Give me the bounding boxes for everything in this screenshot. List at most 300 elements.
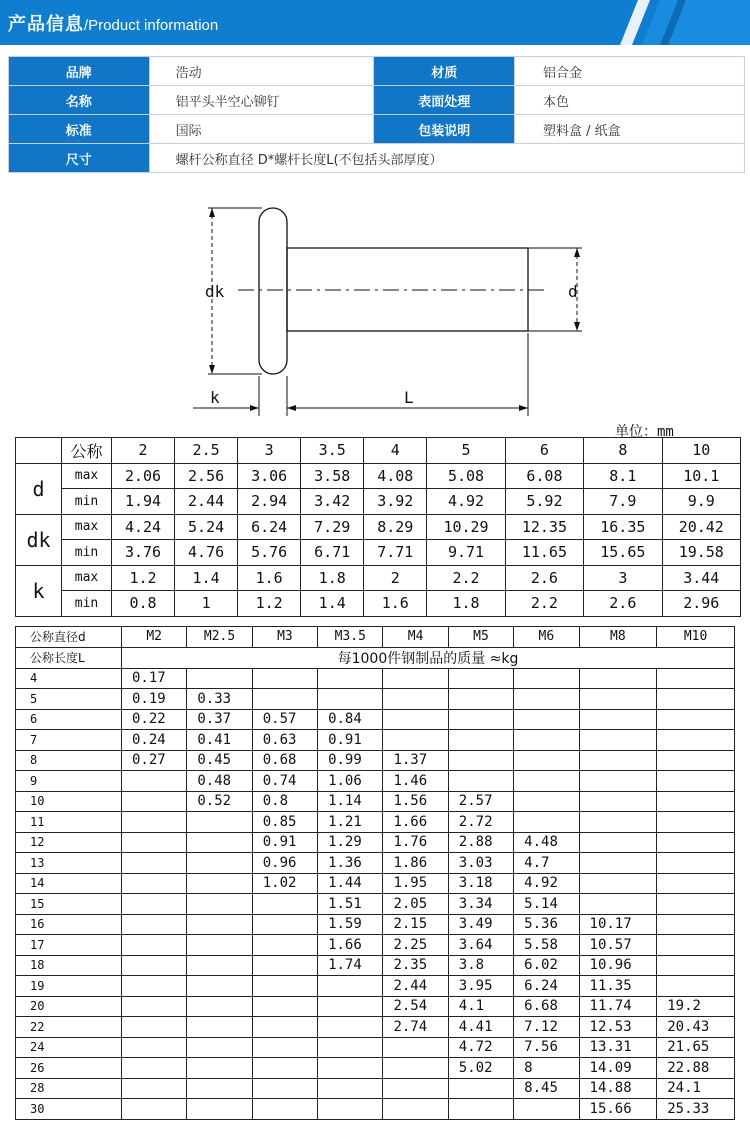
weight-row xyxy=(16,1037,735,1058)
unit-label: 单位：mm xyxy=(615,424,674,440)
weight-value: 3.95 xyxy=(448,976,513,997)
dim-value: 12.35 xyxy=(505,514,583,540)
weight-value xyxy=(383,689,448,710)
weight-value: 13.31 xyxy=(579,1037,657,1058)
weight-value xyxy=(514,730,579,751)
weight-value xyxy=(252,1078,317,1099)
info-label: 品牌 xyxy=(9,57,150,86)
weight-value: 0.8 xyxy=(252,791,317,812)
weight-value xyxy=(657,976,735,997)
dim-value: 2.96 xyxy=(662,591,740,617)
dim-value: 19.58 xyxy=(662,540,740,566)
weight-value: 1.74 xyxy=(318,955,383,976)
weight-value xyxy=(514,771,579,792)
weight-value xyxy=(657,750,735,771)
weight-value: 1.56 xyxy=(383,791,448,812)
weight-value: 0.68 xyxy=(252,750,317,771)
weight-value: 0.74 xyxy=(252,771,317,792)
weight-value: 0.45 xyxy=(187,750,252,771)
weight-value xyxy=(514,750,579,771)
weight-value xyxy=(122,1037,187,1058)
dim-sub-label: max xyxy=(62,565,112,591)
weight-value: 1.86 xyxy=(383,853,448,874)
weight-row xyxy=(16,894,735,915)
weight-value xyxy=(187,914,252,935)
weight-value: 2.25 xyxy=(383,935,448,956)
weight-length: 12 xyxy=(16,832,122,853)
weight-length: 9 xyxy=(16,771,122,792)
weight-value xyxy=(318,689,383,710)
weight-row xyxy=(16,853,735,874)
weight-value xyxy=(318,1058,383,1079)
dim-value: 1.94 xyxy=(112,489,175,515)
weight-value: 8 xyxy=(514,1058,579,1079)
dim-value: 11.65 xyxy=(505,540,583,566)
dim-sub-label: min xyxy=(62,591,112,617)
weight-value xyxy=(579,791,657,812)
weight-value: 14.88 xyxy=(579,1078,657,1099)
weight-value: 1.59 xyxy=(318,914,383,935)
weight-value: 0.99 xyxy=(318,750,383,771)
weight-size-header: M5 xyxy=(448,627,513,648)
weight-length: 11 xyxy=(16,812,122,833)
dim-row xyxy=(16,514,741,540)
dim-sub-label: max xyxy=(62,463,112,489)
weight-value: 0.91 xyxy=(318,730,383,751)
weight-value xyxy=(383,1078,448,1099)
weight-value xyxy=(318,668,383,689)
weight-value: 1.06 xyxy=(318,771,383,792)
dim-value: 9.9 xyxy=(662,489,740,515)
weight-value xyxy=(318,1017,383,1038)
dim-value: 8.1 xyxy=(584,463,662,489)
weight-value xyxy=(657,832,735,853)
dim-row xyxy=(16,591,741,617)
weight-size-header: M6 xyxy=(514,627,579,648)
weight-value xyxy=(383,730,448,751)
weight-value: 1.29 xyxy=(318,832,383,853)
weight-row xyxy=(16,1078,735,1099)
weight-value: 2.54 xyxy=(383,996,448,1017)
info-row xyxy=(9,115,745,144)
weight-value: 0.48 xyxy=(187,771,252,792)
weight-value xyxy=(187,832,252,853)
dim-value: 1.2 xyxy=(238,591,301,617)
weight-value: 22.88 xyxy=(657,1058,735,1079)
weight-value: 3.03 xyxy=(448,853,513,874)
weight-value xyxy=(383,1058,448,1079)
info-value-size: 螺杆公称直径 D*螺杆长度L(不包括头部厚度） xyxy=(149,144,744,173)
weight-value: 2.15 xyxy=(383,914,448,935)
weight-value xyxy=(514,709,579,730)
weight-value xyxy=(252,955,317,976)
dim-value: 0.8 xyxy=(112,591,175,617)
weight-value xyxy=(187,1058,252,1079)
weight-length: 14 xyxy=(16,873,122,894)
weight-value: 21.65 xyxy=(657,1037,735,1058)
info-label-size: 尺寸 xyxy=(9,144,150,173)
dim-value: 7.71 xyxy=(364,540,427,566)
weight-value: 7.12 xyxy=(514,1017,579,1038)
weight-value xyxy=(122,771,187,792)
dim-size-header: 4 xyxy=(364,438,427,464)
info-label: 包装说明 xyxy=(374,115,515,144)
weight-value xyxy=(657,709,735,730)
dim-symbol: k xyxy=(16,565,62,616)
weight-length: 22 xyxy=(16,1017,122,1038)
weight-value xyxy=(657,812,735,833)
weight-value xyxy=(448,771,513,792)
dim-value: 4.08 xyxy=(364,463,427,489)
dim-value: 3 xyxy=(584,565,662,591)
weight-row xyxy=(16,1099,735,1120)
dim-value: 7.29 xyxy=(301,514,364,540)
weight-value: 1.37 xyxy=(383,750,448,771)
weight-value: 7.56 xyxy=(514,1037,579,1058)
weight-row xyxy=(16,955,735,976)
dim-value: 2.6 xyxy=(505,565,583,591)
weight-value xyxy=(383,1099,448,1120)
section-header xyxy=(0,0,750,45)
weight-row xyxy=(16,771,735,792)
weight-value xyxy=(187,1078,252,1099)
weight-value: 0.33 xyxy=(187,689,252,710)
section-title-en: /Product information xyxy=(84,17,219,34)
dim-sub-label: min xyxy=(62,540,112,566)
weight-value: 3.34 xyxy=(448,894,513,915)
weight-value: 3.64 xyxy=(448,935,513,956)
weight-value xyxy=(657,771,735,792)
weight-value xyxy=(122,976,187,997)
weight-size-header: M2.5 xyxy=(187,627,252,648)
dim-header-row xyxy=(16,438,741,464)
dim-value: 6.71 xyxy=(301,540,364,566)
dim-value: 6.24 xyxy=(238,514,301,540)
weight-value xyxy=(657,853,735,874)
weight-value xyxy=(122,935,187,956)
dim-value: 16.35 xyxy=(584,514,662,540)
weight-row xyxy=(16,996,735,1017)
dim-value: 2.94 xyxy=(238,489,301,515)
weight-value: 4.41 xyxy=(448,1017,513,1038)
weight-value: 1.02 xyxy=(252,873,317,894)
weight-value xyxy=(657,791,735,812)
weight-value xyxy=(514,689,579,710)
weight-value: 1.14 xyxy=(318,791,383,812)
info-label: 材质 xyxy=(374,57,515,86)
weight-header-row xyxy=(16,627,735,648)
weight-value: 2.57 xyxy=(448,791,513,812)
dim-value: 5.24 xyxy=(175,514,238,540)
weight-header-l: 公称长度L xyxy=(16,647,122,668)
weight-value xyxy=(122,996,187,1017)
weight-length: 30 xyxy=(16,1099,122,1120)
weight-row xyxy=(16,935,735,956)
dim-size-header: 2.5 xyxy=(175,438,238,464)
weight-size-header: M4 xyxy=(383,627,448,648)
dim-value: 3.44 xyxy=(662,565,740,591)
weight-value xyxy=(318,976,383,997)
dim-value: 10.1 xyxy=(662,463,740,489)
weight-value xyxy=(383,668,448,689)
dim-row xyxy=(16,565,741,591)
weight-value xyxy=(657,894,735,915)
weight-value: 6.68 xyxy=(514,996,579,1017)
weight-value: 5.58 xyxy=(514,935,579,956)
info-value: 本色 xyxy=(515,86,745,115)
section-title-cn: 产品信息 xyxy=(8,14,84,35)
weight-value xyxy=(579,894,657,915)
weight-value xyxy=(252,894,317,915)
weight-value: 24.1 xyxy=(657,1078,735,1099)
weight-value xyxy=(657,935,735,956)
dim-size-header: 2 xyxy=(112,438,175,464)
weight-value: 0.19 xyxy=(122,689,187,710)
weight-value: 6.02 xyxy=(514,955,579,976)
info-row xyxy=(9,144,745,173)
weight-value xyxy=(579,771,657,792)
info-value: 国际 xyxy=(149,115,374,144)
dim-value: 3.76 xyxy=(112,540,175,566)
weight-value xyxy=(187,1099,252,1120)
info-value: 铝平头半空心铆钉 xyxy=(149,86,374,115)
weight-value: 15.66 xyxy=(579,1099,657,1120)
weight-value: 0.17 xyxy=(122,668,187,689)
weight-value xyxy=(187,996,252,1017)
weight-value xyxy=(448,730,513,751)
weight-length: 8 xyxy=(16,750,122,771)
weight-value xyxy=(448,1078,513,1099)
info-value: 铝合金 xyxy=(515,57,745,86)
dim-value: 2.6 xyxy=(584,591,662,617)
dim-sub-label: min xyxy=(62,489,112,515)
dim-value: 1.8 xyxy=(301,565,364,591)
dim-value: 2 xyxy=(364,565,427,591)
weight-value xyxy=(122,914,187,935)
weight-size-header: M3.5 xyxy=(318,627,383,648)
dim-value: 2.2 xyxy=(505,591,583,617)
weight-table xyxy=(15,626,735,1120)
weight-value: 0.37 xyxy=(187,709,252,730)
weight-length: 13 xyxy=(16,853,122,874)
weight-value: 3.49 xyxy=(448,914,513,935)
weight-length: 5 xyxy=(16,689,122,710)
weight-value: 14.09 xyxy=(579,1058,657,1079)
dim-value: 1.8 xyxy=(427,591,505,617)
dim-value: 5.92 xyxy=(505,489,583,515)
dim-value: 2.56 xyxy=(175,463,238,489)
weight-length: 18 xyxy=(16,955,122,976)
weight-value xyxy=(657,730,735,751)
weight-length: 24 xyxy=(16,1037,122,1058)
weight-header-d: 公称直径d xyxy=(16,627,122,648)
weight-value: 0.84 xyxy=(318,709,383,730)
info-label: 标准 xyxy=(9,115,150,144)
weight-value: 10.17 xyxy=(579,914,657,935)
weight-value xyxy=(579,668,657,689)
dim-size-header: 3.5 xyxy=(301,438,364,464)
dim-value: 3.42 xyxy=(301,489,364,515)
weight-size-header: M8 xyxy=(579,627,657,648)
weight-value: 1.66 xyxy=(318,935,383,956)
weight-value: 5.02 xyxy=(448,1058,513,1079)
weight-row xyxy=(16,976,735,997)
weight-value: 1.51 xyxy=(318,894,383,915)
weight-value: 10.57 xyxy=(579,935,657,956)
weight-value: 4.7 xyxy=(514,853,579,874)
weight-value xyxy=(122,853,187,874)
weight-value xyxy=(657,955,735,976)
weight-value: 5.36 xyxy=(514,914,579,935)
weight-value xyxy=(514,668,579,689)
dim-value: 9.71 xyxy=(427,540,505,566)
dim-row xyxy=(16,463,741,489)
weight-length: 17 xyxy=(16,935,122,956)
d-label: d xyxy=(568,282,578,301)
dim-value: 4.76 xyxy=(175,540,238,566)
weight-length: 6 xyxy=(16,709,122,730)
weight-row xyxy=(16,1017,735,1038)
weight-value xyxy=(579,832,657,853)
dim-value: 2.44 xyxy=(175,489,238,515)
weight-size-header: M10 xyxy=(657,627,735,648)
weight-value xyxy=(122,873,187,894)
weight-value: 1.44 xyxy=(318,873,383,894)
header-stripe-decoration xyxy=(620,0,750,45)
weight-length: 19 xyxy=(16,976,122,997)
dim-value: 10.29 xyxy=(427,514,505,540)
weight-value: 1.21 xyxy=(318,812,383,833)
info-row xyxy=(9,86,745,115)
weight-value: 0.57 xyxy=(252,709,317,730)
weight-value xyxy=(514,1099,579,1120)
weight-value: 0.52 xyxy=(187,791,252,812)
weight-value xyxy=(657,873,735,894)
weight-value xyxy=(122,1017,187,1038)
weight-row xyxy=(16,832,735,853)
weight-value: 3.18 xyxy=(448,873,513,894)
dim-value: 1.2 xyxy=(112,565,175,591)
weight-value: 2.72 xyxy=(448,812,513,833)
weight-value: 11.35 xyxy=(579,976,657,997)
info-value: 塑料盒 / 纸盒 xyxy=(515,115,745,144)
dim-symbol: dk xyxy=(16,514,62,565)
info-label: 名称 xyxy=(9,86,150,115)
dim-value: 20.42 xyxy=(662,514,740,540)
dim-row xyxy=(16,489,741,515)
weight-length: 15 xyxy=(16,894,122,915)
weight-value xyxy=(252,935,317,956)
weight-value: 0.27 xyxy=(122,750,187,771)
dim-row xyxy=(16,540,741,566)
weight-value: 10.96 xyxy=(579,955,657,976)
weight-value: 2.44 xyxy=(383,976,448,997)
rivet-head-shape xyxy=(259,208,287,374)
weight-length: 20 xyxy=(16,996,122,1017)
weight-value xyxy=(122,955,187,976)
dim-value: 4.92 xyxy=(427,489,505,515)
weight-value: 1.76 xyxy=(383,832,448,853)
weight-value: 4.48 xyxy=(514,832,579,853)
weight-value xyxy=(187,1017,252,1038)
info-label: 表面处理 xyxy=(374,86,515,115)
weight-row xyxy=(16,709,735,730)
weight-value: 4.72 xyxy=(448,1037,513,1058)
weight-value xyxy=(448,668,513,689)
info-row xyxy=(9,57,745,86)
weight-value xyxy=(187,935,252,956)
weight-value xyxy=(318,1037,383,1058)
weight-value xyxy=(252,1099,317,1120)
dim-value: 1.6 xyxy=(238,565,301,591)
dim-sub-label: max xyxy=(62,514,112,540)
weight-value: 1.46 xyxy=(383,771,448,792)
weight-value xyxy=(657,668,735,689)
weight-value: 11.74 xyxy=(579,996,657,1017)
dim-size-header: 3 xyxy=(238,438,301,464)
weight-value: 4.1 xyxy=(448,996,513,1017)
weight-value: 12.53 xyxy=(579,1017,657,1038)
dim-value: 1 xyxy=(175,591,238,617)
weight-length: 16 xyxy=(16,914,122,935)
dim-size-header: 8 xyxy=(584,438,662,464)
k-label: k xyxy=(210,388,220,407)
dimension-table xyxy=(15,437,741,617)
weight-value xyxy=(187,812,252,833)
dim-value: 15.65 xyxy=(584,540,662,566)
weight-value xyxy=(448,689,513,710)
dk-label: dk xyxy=(205,282,225,301)
weight-value: 0.63 xyxy=(252,730,317,751)
weight-value: 19.2 xyxy=(657,996,735,1017)
weight-value: 2.74 xyxy=(383,1017,448,1038)
rivet-dimension-diagram xyxy=(0,190,750,420)
weight-value: 2.35 xyxy=(383,955,448,976)
weight-value xyxy=(383,1037,448,1058)
weight-value xyxy=(579,812,657,833)
weight-value xyxy=(579,873,657,894)
weight-row xyxy=(16,668,735,689)
weight-value xyxy=(514,791,579,812)
weight-value xyxy=(122,1058,187,1079)
weight-caption-row xyxy=(16,647,735,668)
weight-value: 5.14 xyxy=(514,894,579,915)
weight-row xyxy=(16,791,735,812)
weight-row xyxy=(16,750,735,771)
weight-value: 2.88 xyxy=(448,832,513,853)
dim-value: 7.9 xyxy=(584,489,662,515)
weight-value xyxy=(252,668,317,689)
weight-value xyxy=(448,709,513,730)
weight-row xyxy=(16,914,735,935)
info-value: 浩动 xyxy=(149,57,374,86)
weight-row xyxy=(16,730,735,751)
section-title xyxy=(8,10,218,36)
weight-value: 2.05 xyxy=(383,894,448,915)
weight-row xyxy=(16,1058,735,1079)
weight-value xyxy=(187,955,252,976)
dim-value: 5.08 xyxy=(427,463,505,489)
weight-value xyxy=(122,1099,187,1120)
weight-row xyxy=(16,873,735,894)
weight-value xyxy=(252,1037,317,1058)
dim-value: 5.76 xyxy=(238,540,301,566)
weight-value xyxy=(318,1099,383,1120)
weight-value xyxy=(187,1037,252,1058)
dim-size-header: 6 xyxy=(505,438,583,464)
weight-length: 4 xyxy=(16,668,122,689)
weight-value xyxy=(514,812,579,833)
